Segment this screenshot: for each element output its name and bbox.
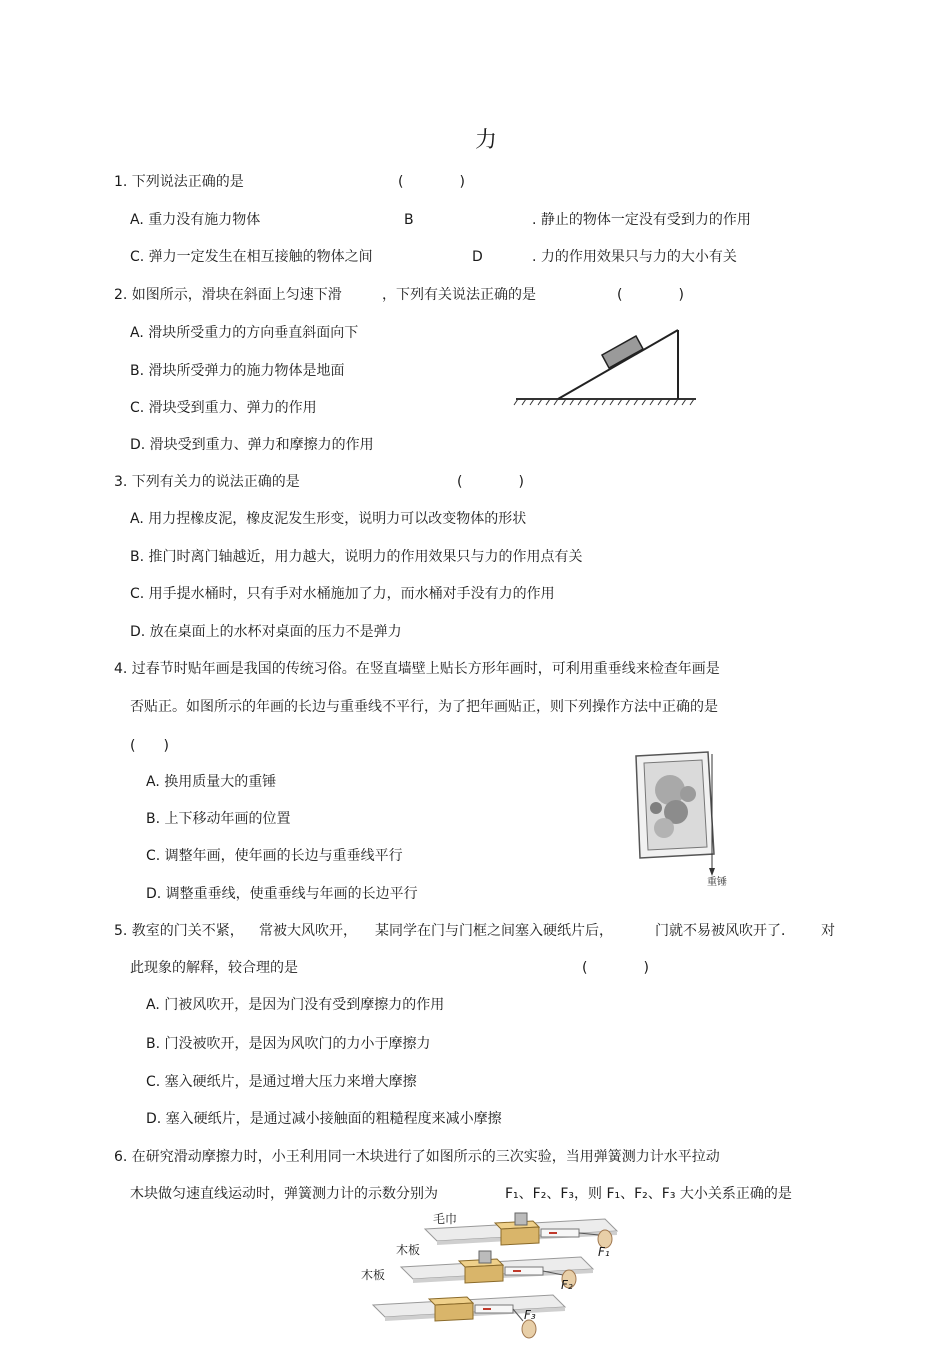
q3-option-c: C. 用手提水桶时，只有手对水桶施加了力，而水桶对手没有力的作用 [130, 586, 555, 602]
q6-stem-line2-part2: F₁、F₂、F₃，则 F₁、F₂、F₃ 大小关系正确的是 [505, 1186, 792, 1202]
q2-answer-paren: ( ) [617, 287, 684, 303]
q4-option-c: C. 调整年画，使年画的长边与重垂线平行 [146, 848, 403, 864]
q5-answer-paren: ( ) [582, 960, 649, 976]
q5-stem-part4: 门就不易被风吹开了． [655, 923, 795, 939]
q6-stem-line2-part1: 木块做匀速直线运动时，弹簧测力计的示数分别为 [130, 1186, 438, 1202]
q5-option-c: C. 塞入硬纸片，是通过增大压力来增大摩擦 [146, 1074, 417, 1090]
q2-stem-part2: ，下列有关说法正确的是 [382, 287, 536, 303]
label-f1: F₁ [598, 1245, 610, 1259]
q1-option-d-letter: D [472, 249, 483, 265]
label-f2: F₂ [561, 1278, 573, 1292]
q3-stem: 3. 下列有关力的说法正确的是 [114, 474, 300, 490]
label-f3: F₃ [524, 1308, 536, 1322]
q2-stem-part1: 2. 如图所示，滑块在斜面上匀速下滑 [114, 287, 342, 303]
q2-option-a: A. 滑块所受重力的方向垂直斜面向下 [130, 325, 359, 341]
q2-option-c: C. 滑块受到重力、弹力的作用 [130, 400, 317, 416]
label-towel: 毛巾 [433, 1212, 458, 1226]
q2-option-d: D. 滑块受到重力、弹力和摩擦力的作用 [130, 437, 374, 453]
q5-stem-part2: 常被大风吹开， [259, 923, 357, 939]
q4-stem-line2: 否贴正。如图所示的年画的长边与重垂线不平行，为了把年画贴正，则下列操作方法中正确的是 [130, 699, 718, 715]
q5-stem-part5: 对 [821, 923, 835, 939]
q1-option-c: C. 弹力一定发生在相互接触的物体之间 [130, 249, 373, 265]
q4-stem-line1: 4. 过春节时贴年画是我国的传统习俗。在竖直墙壁上贴长方形年画时，可利用重垂线来检查年画是 [114, 661, 720, 677]
label-board-1: 木板 [396, 1243, 421, 1257]
q5-stem-line2: 此现象的解释，较合理的是 [130, 960, 298, 976]
q3-option-b: B. 推门时离门轴越近，用力越大，说明力的作用效果只与力的作用点有关 [130, 549, 583, 565]
q1-option-b-letter: B [404, 212, 414, 228]
page-title: 力 [475, 128, 498, 153]
q5-stem-part1: 5. 教室的门关不紧， [114, 923, 244, 939]
q2-option-b: B. 滑块所受弹力的施力物体是地面 [130, 363, 345, 379]
q6-stem-line1: 6. 在研究滑动摩擦力时，小王利用同一木块进行了如图所示的三次实验，当用弹簧测力计水平拉动 [114, 1149, 720, 1165]
q4-option-d: D. 调整重垂线，使重垂线与年画的长边平行 [146, 886, 418, 902]
q3-option-d: D. 放在桌面上的水杯对桌面的压力不是弹力 [130, 624, 402, 640]
q4-answer-paren: ( ) [130, 738, 169, 754]
q4-option-a: A. 换用质量大的重锤 [146, 774, 277, 790]
q1-option-a: A. 重力没有施力物体 [130, 212, 261, 228]
incline-figure [512, 320, 702, 410]
q5-option-b: B. 门没被吹开，是因为风吹门的力小于摩擦力 [146, 1036, 431, 1052]
q1-answer-paren: ( ) [398, 174, 465, 190]
q5-option-d: D. 塞入硬纸片，是通过减小接触面的粗糙程度来减小摩擦 [146, 1111, 502, 1127]
label-board-2: 木板 [361, 1268, 386, 1282]
new-year-painting-figure [630, 750, 740, 890]
q5-option-a: A. 门被风吹开，是因为门没有受到摩擦力的作用 [146, 997, 445, 1013]
q1-option-b-text: . 静止的物体一定没有受到力的作用 [532, 212, 751, 228]
q5-stem-part3: 某同学在门与门框之间塞入硬纸片后， [375, 923, 613, 939]
figure-label-plumb-bob: 重锤 [707, 877, 727, 888]
q3-answer-paren: ( ) [457, 474, 524, 490]
q1-option-d-text: . 力的作用效果只与力的大小有关 [532, 249, 737, 265]
friction-experiment-figure [355, 1205, 645, 1345]
q4-option-b: B. 上下移动年画的位置 [146, 811, 291, 827]
q3-option-a: A. 用力捏橡皮泥，橡皮泥发生形变，说明力可以改变物体的形状 [130, 511, 527, 527]
q1-stem: 1. 下列说法正确的是 [114, 174, 244, 190]
